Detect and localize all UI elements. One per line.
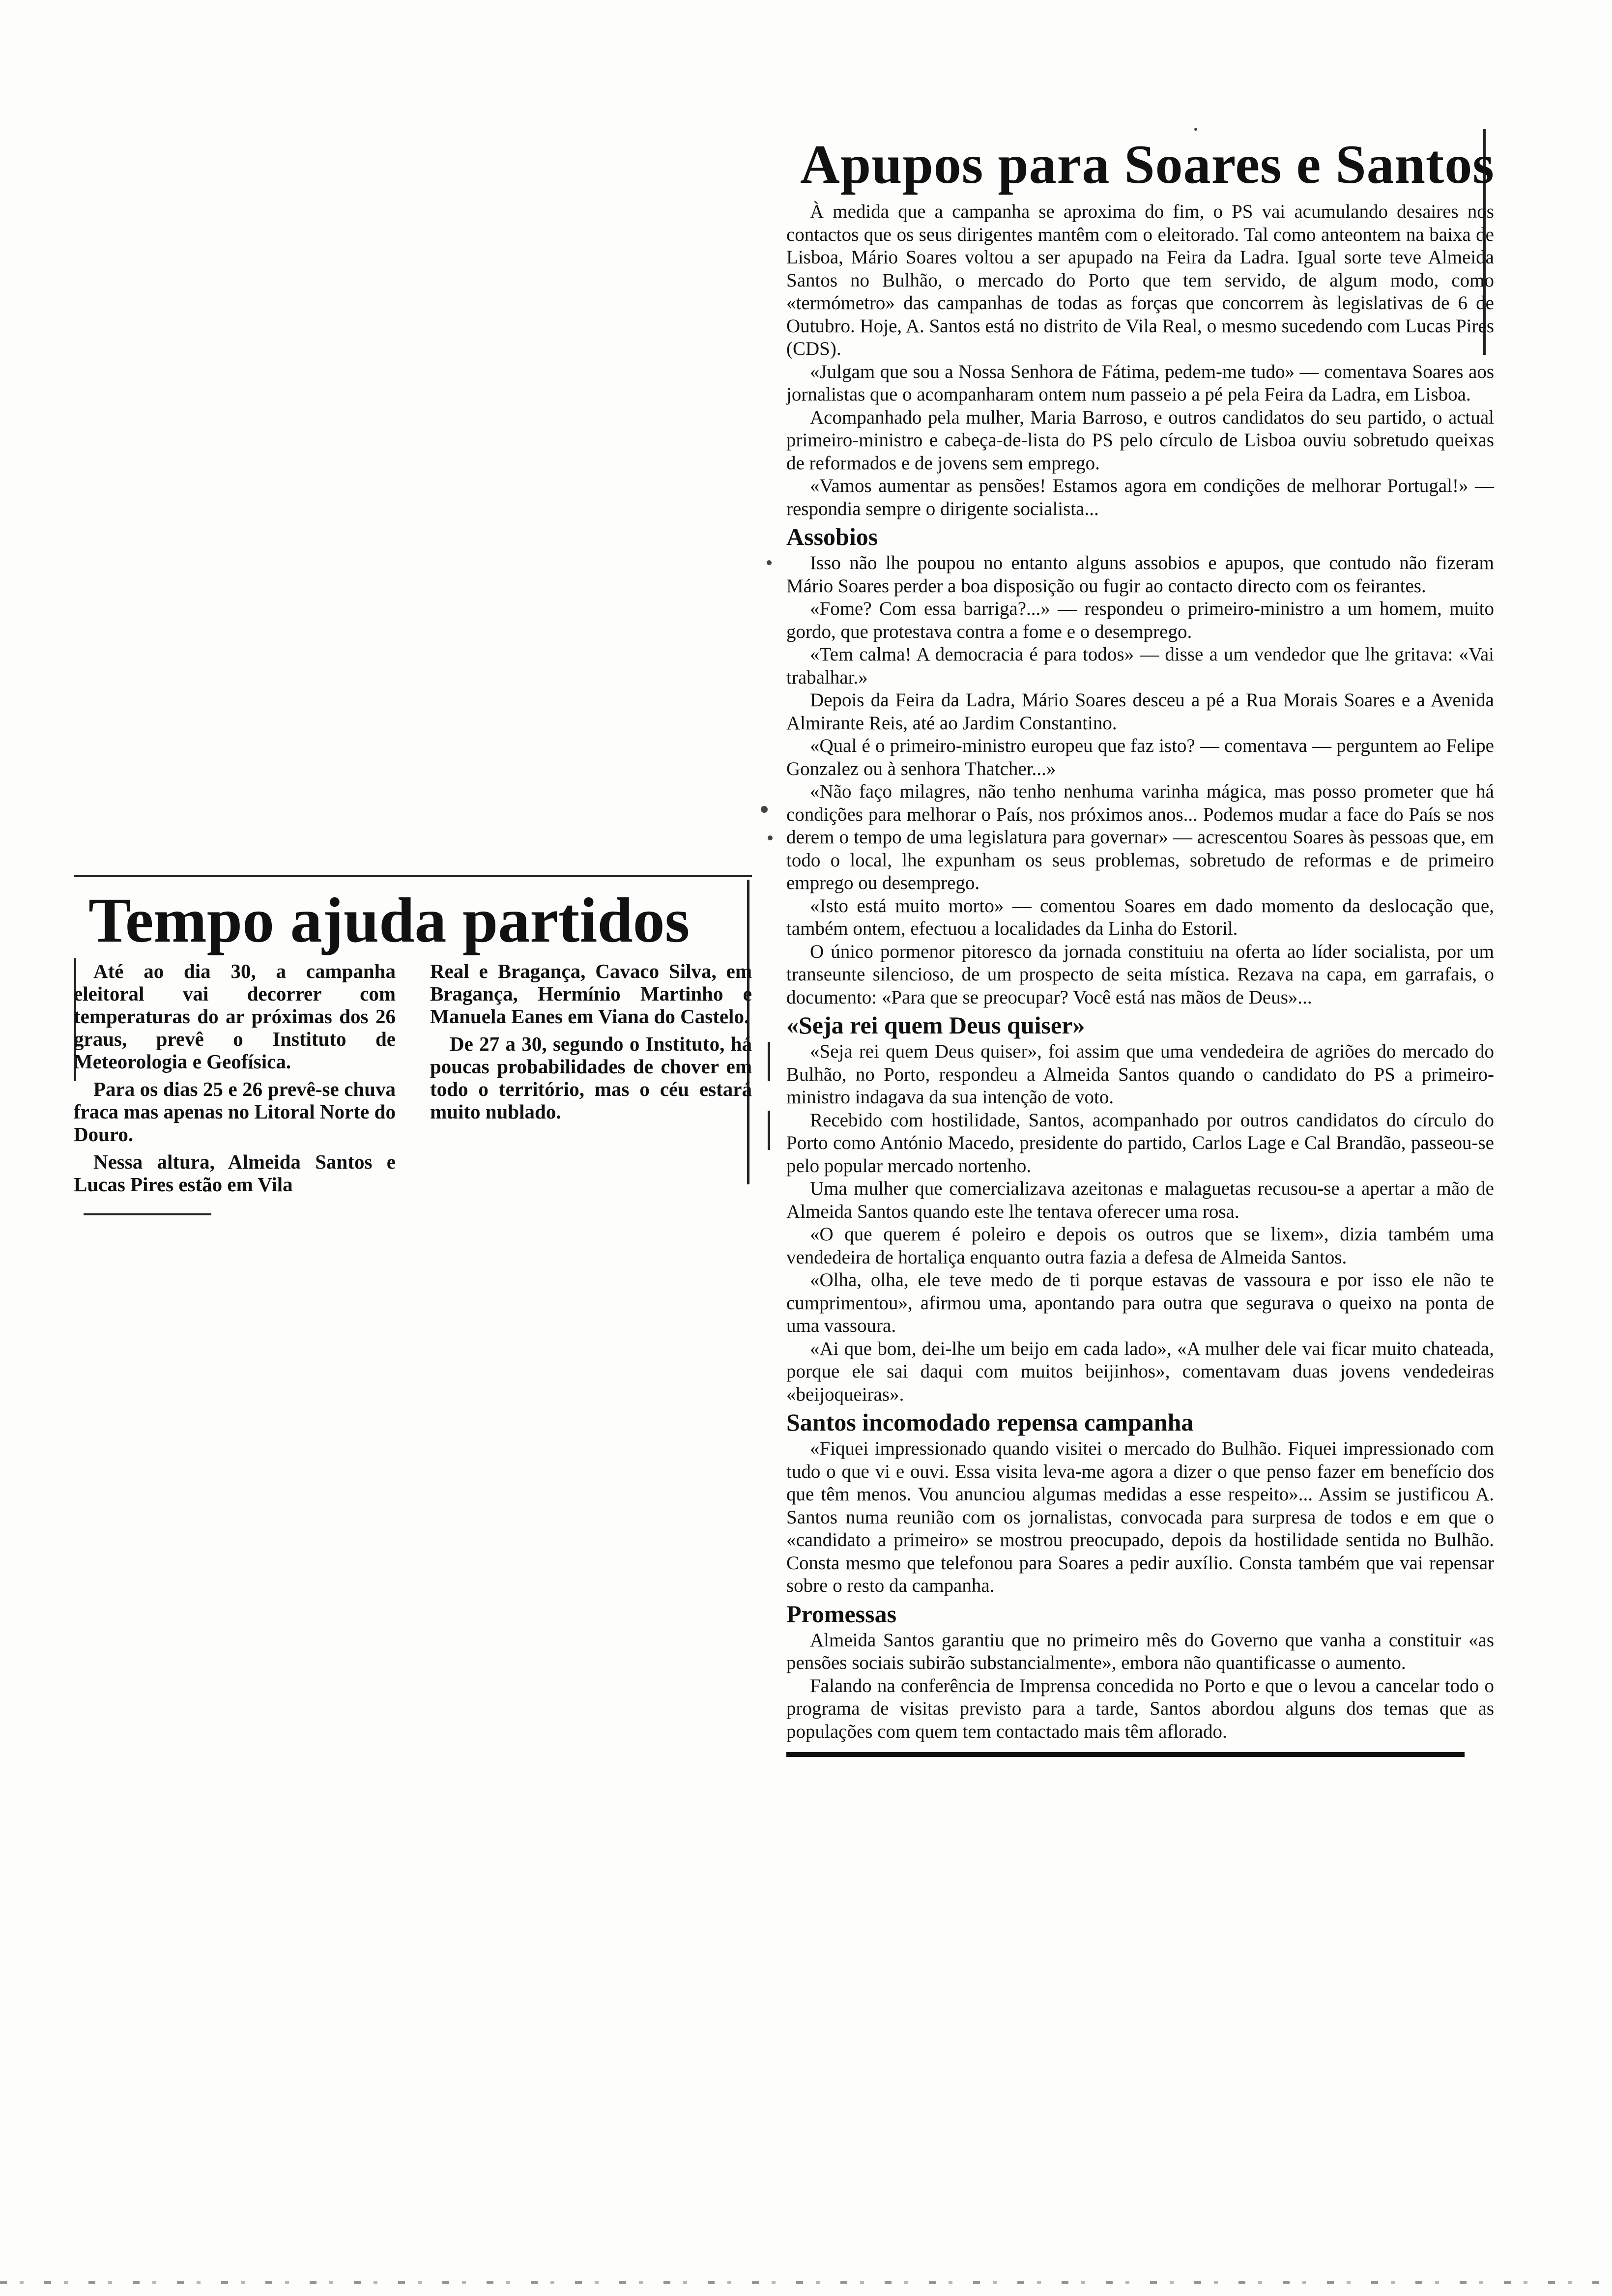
paragraph: «Isto está muito morto» — comentou Soares em dado momento da deslocação que, também ontem, efectuou a localidades da Linha do Estoril. [786, 895, 1494, 939]
scan-speck [761, 806, 768, 813]
paragraph: O único pormenor pitoresco da jornada constituiu na oferta ao líder socialista, por um transeunte silencioso, de um prospecto de seita mística. Rezava na capa, em garrafais, o documento: «Para que se preocupar? Você está nas mãos de Deus»... [786, 941, 1494, 1008]
paragraph: «Tem calma! A democracia é para todos» — disse a um vendedor que lhe gritava: «Vai trabalhar.» [786, 644, 1494, 688]
scan-speck [1194, 128, 1197, 131]
scan-speck [768, 835, 773, 840]
paragraph: «Ai que bom, dei-lhe um beijo em cada lado», «A mulher dele vai ficar muito chateada, porque ele sai daqui com muitos beijinhos», comentavam duas jovens vendedeiras «beijoqueiras». [786, 1338, 1494, 1405]
paragraph: «Qual é o primeiro-ministro europeu que faz isto? — comentava — perguntem ao Felipe Gonzalez ou à senhora Thatcher...» [786, 735, 1494, 779]
paragraph: «Seja rei quem Deus quiser», foi assim que uma vendedeira de agriões do mercado do Bulhão, no Porto, respondeu a Almeida Santos quando o candidato do PS a primeiro-ministro indagava da sua intenção de voto. [786, 1041, 1494, 1108]
column-1 [74, 960, 396, 1201]
paragraph: «Vamos aumentar as pensões! Estamos agora em condições de melhorar Portugal!» — respondia sempre o dirigente socialista... [786, 475, 1494, 519]
headline-apupos: Apupos para Soares e Santos [800, 134, 1495, 195]
paragraph: «Julgam que sou a Nossa Senhora de Fátima, pedem-me tudo» — comentava Soares aos jornalistas que o acompanharam ontem num passeio a pé pela Feira da Ladra, em Lisboa. [786, 361, 1494, 405]
subhead-seja-rei: «Seja rei quem Deus quiser» [786, 1011, 1085, 1039]
paragraph: Até ao dia 30, a campanha eleitoral vai decorrer com temperaturas do ar próximas dos 26 graus, prevê o Instituto de Meteorologia e Geofísica. [74, 960, 396, 1073]
paragraph: Recebido com hostilidade, Santos, acompanhado por outros candidatos do círculo do Porto como António Macedo, presidente do partido, Carlos Lage e Cal Brandão, passeou-se pelo popular mercado nortenho. [786, 1109, 1494, 1177]
paragraph: De 27 a 30, segundo o Instituto, há poucas probabilidades de chover em todo o território, mas o céu estará muito nublado. [430, 1033, 752, 1123]
paragraph: Para os dias 25 e 26 prevê-se chuva fraca mas apenas no Litoral Norte do Douro. [74, 1078, 396, 1146]
paragraph: Nessa altura, Almeida Santos e Lucas Pires estão em Vila [74, 1150, 396, 1196]
bottom-rule [786, 1752, 1465, 1757]
scan-speck [767, 560, 772, 565]
scan-edge-noise [0, 2281, 1612, 2284]
paragraph: Almeida Santos garantiu que no primeiro mês do Governo que vanha a constituir «as pensões sociais subirão substancialmente», embora não quantificasse o aumento. [786, 1629, 1494, 1673]
headline-tempo: Tempo ajuda partidos [88, 885, 690, 956]
paragraph: Uma mulher que comercializava azeitonas e malaguetas recusou-se a apertar a mão de Almeida Santos quando este lhe tentava oferecer uma rosa. [786, 1178, 1494, 1222]
subhead-assobios: Assobios [786, 523, 878, 550]
paragraph: «Fiquei impressionado quando visitei o mercado do Bulhão. Fiquei impressionado com tudo o que vi e ouvi. Essa visita leva-me agora a dizer o que penso fazer em benefício dos que têm menos. Vou anunciou algumas medidas a esse respeito»... Assim se justificou A. Santos numa reunião com os jornalistas, convocada para surpresa de todos e em que o «candidato a primeiro» se mostrou preocupado, depois da hostilidade sentida no Bulhão. Consta mesmo que telefonou para Soares a pedir auxílio. Consta também que vai repensar sobre o resto da campanha. [786, 1438, 1494, 1596]
subhead-santos-incomodado: Santos incomodado repensa campanha [786, 1408, 1194, 1436]
paragraph: «Não faço milagres, não tenho nenhuma varinha mágica, mas posso prometer que há condições para melhorar o País, nos próximos anos... Podemos mudar a face do País se nos derem o tempo de uma legislatura para governar» — acrescentou Soares às pessoas que, em todo o local, lhe expunham os seus problemas, sobretudo de reformas e de primeiro emprego ou desemprego. [786, 781, 1494, 893]
paragraph: «O que querem é poleiro e depois os outros que se lixem», dizia também uma vendedeira de hortaliça enquanto outra fazia a defesa de Almeida Santos. [786, 1224, 1494, 1268]
columns [74, 960, 752, 1201]
box-rule-tick [768, 1111, 770, 1150]
article-body [786, 201, 1494, 1743]
paragraph: Real e Bragança, Cavaco Silva, em Bragança, Hermínio Martinho e Manuela Eanes em Viana do Castelo. [430, 960, 752, 1028]
column-2 [430, 960, 752, 1201]
paragraph: Acompanhado pela mulher, Maria Barroso, e outros candidatos do seu partido, o actual primeiro-ministro e cabeça-de-lista do PS pelo círculo de Lisboa ouviu sobretudo queixas de reformados e de jovens sem emprego. [786, 406, 1494, 474]
paragraph: «Fome? Com essa barriga?...» — respondeu o primeiro-ministro a um homem, muito gordo, que protestava contra a fome e o desemprego. [786, 598, 1494, 642]
box-rule-tick [768, 1042, 770, 1081]
paragraph: Falando na conferência de Imprensa concedida no Porto e que o levou a cancelar todo o programa de visitas previsto para a tarde, Santos abordou alguns dos temas que as populações com quem tem contactado mais têm aflorado. [786, 1675, 1494, 1742]
paragraph: Depois da Feira da Ladra, Mário Soares desceu a pé a Rua Morais Soares e a Avenida Almirante Reis, até ao Jardim Constantino. [786, 689, 1494, 734]
article-tempo [74, 875, 752, 1215]
bottom-rule [84, 1213, 211, 1215]
paragraph: À medida que a campanha se aproxima do fim, o PS vai acumulando desaires nos contactos que os seus dirigentes mantêm com o eleitorado. Tal como anteontem na baixa de Lisboa, Mário Soares voltou a ser apupado na Feira da Ladra. Igual sorte teve Almeida Santos no Bulhão, o mercado do Porto que tem servido, de algum modo, como «termómetro» das campanhas de todas as forças que concorrem às legislativas de 6 de Outubro. Hoje, A. Santos está no distrito de Vila Real, o mesmo sucedendo com Lucas Pires (CDS). [786, 201, 1494, 359]
paragraph: Isso não lhe poupou no entanto alguns assobios e apupos, que contudo não fizeram Mário Soares perder a boa disposição ou fugir ao contacto directo com os feirantes. [786, 552, 1494, 597]
top-rule [74, 875, 752, 877]
subhead-promessas: Promessas [786, 1600, 897, 1628]
paragraph: «Olha, olha, ele teve medo de ti porque estavas de vassoura e por isso ele não te cumprimentou», afirmou uma, apontando para outra que segurava o queixo na ponta de uma vassoura. [786, 1269, 1494, 1336]
article-apupos [786, 133, 1494, 1757]
